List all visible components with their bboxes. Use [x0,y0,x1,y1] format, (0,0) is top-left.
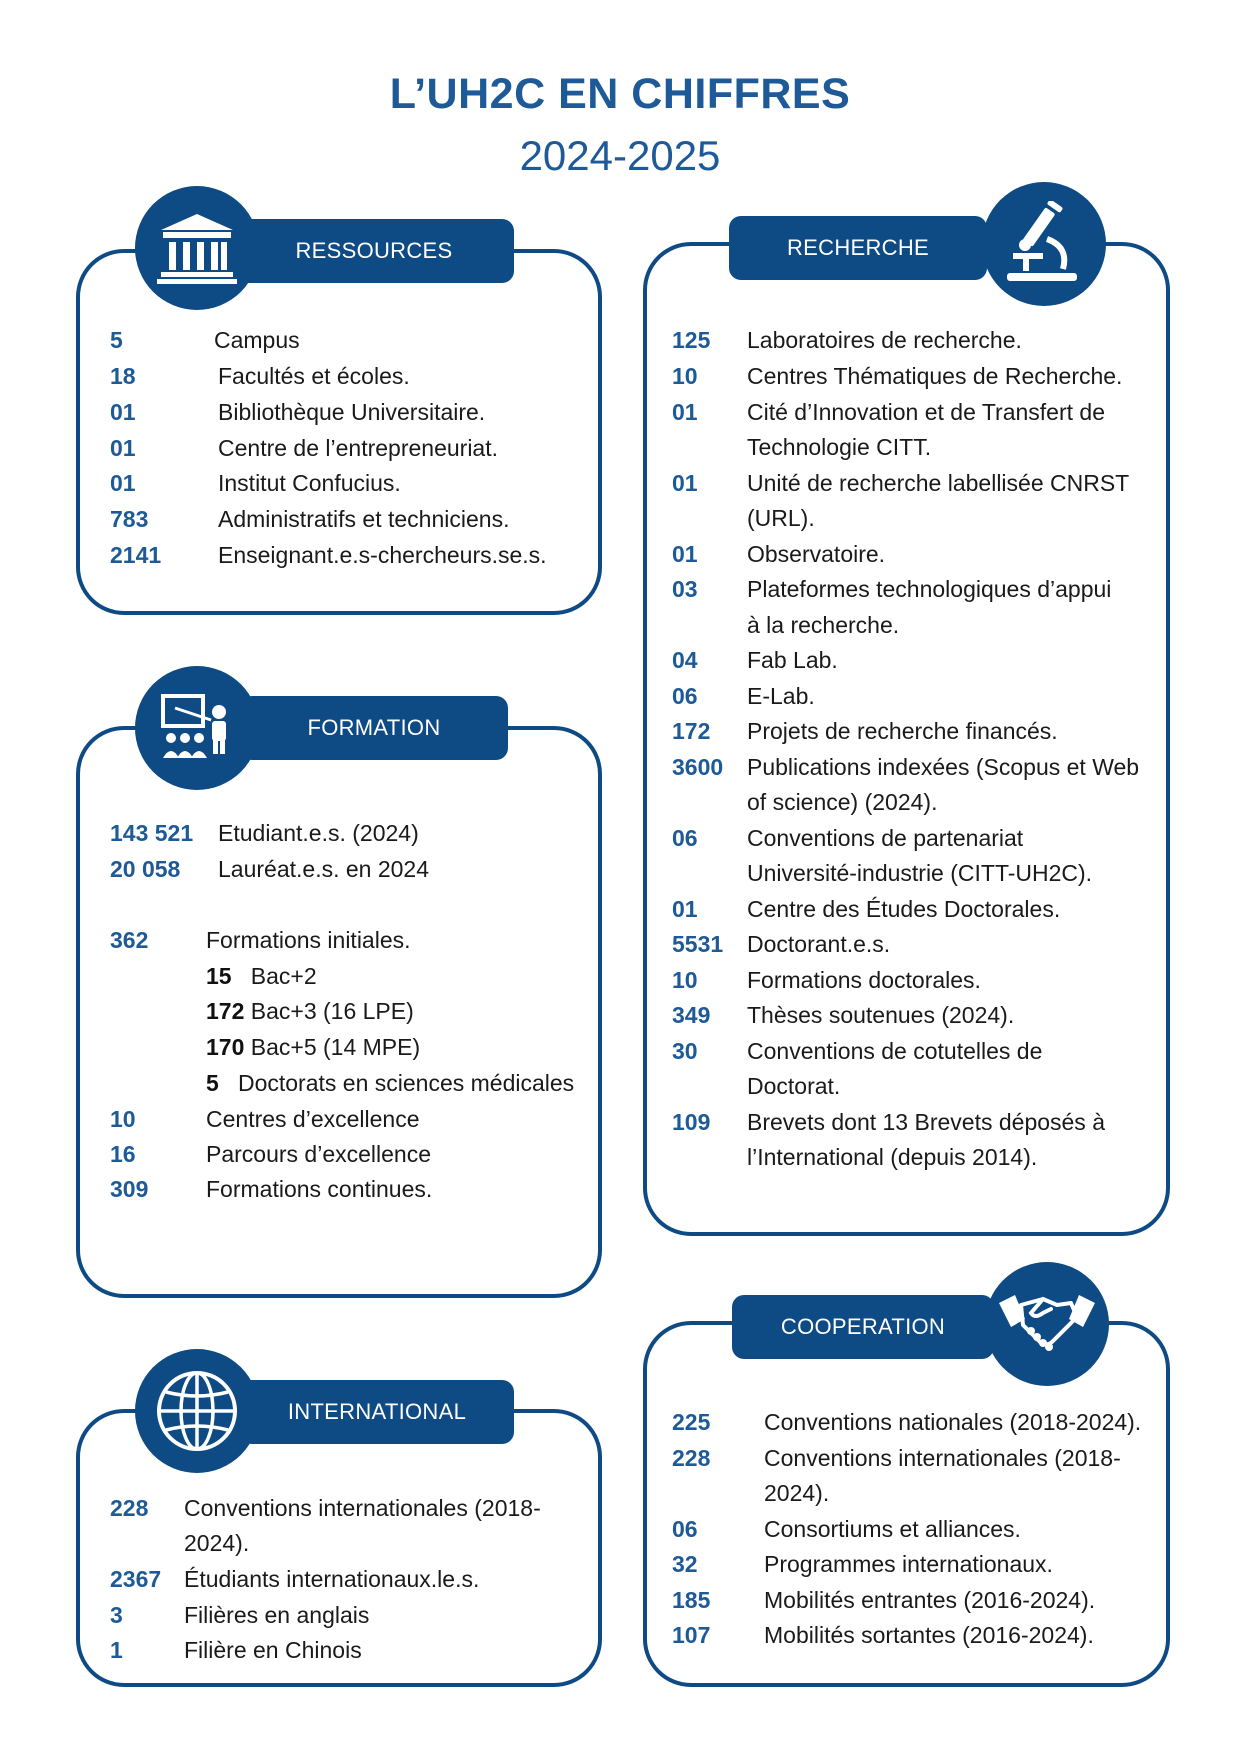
handshake-icon [985,1262,1109,1386]
formation-tab: FORMATION [240,696,508,760]
list-subitem: 5 Doctorats en sciences médicales [206,1070,575,1096]
recherche-tab: RECHERCHE [729,216,987,280]
page-year: 2024-2025 [519,132,721,179]
microscope-icon [982,182,1106,306]
list-subitem: 15 Bac+2 [206,963,317,989]
list-subitem: 172 Bac+3 (16 LPE) [206,998,414,1024]
cooperation-tab: COOPERATION [732,1295,994,1359]
ressources-tab: RESSOURCES [234,219,514,283]
teacher-classroom-icon [135,666,259,790]
list-subitem: 170 Bac+5 (14 MPE) [206,1034,421,1060]
international-tab: INTERNATIONAL [240,1380,514,1444]
globe-icon [135,1349,259,1473]
university-building-icon [135,186,259,310]
page-title: L’UH2C EN CHIFFRES [389,70,851,118]
